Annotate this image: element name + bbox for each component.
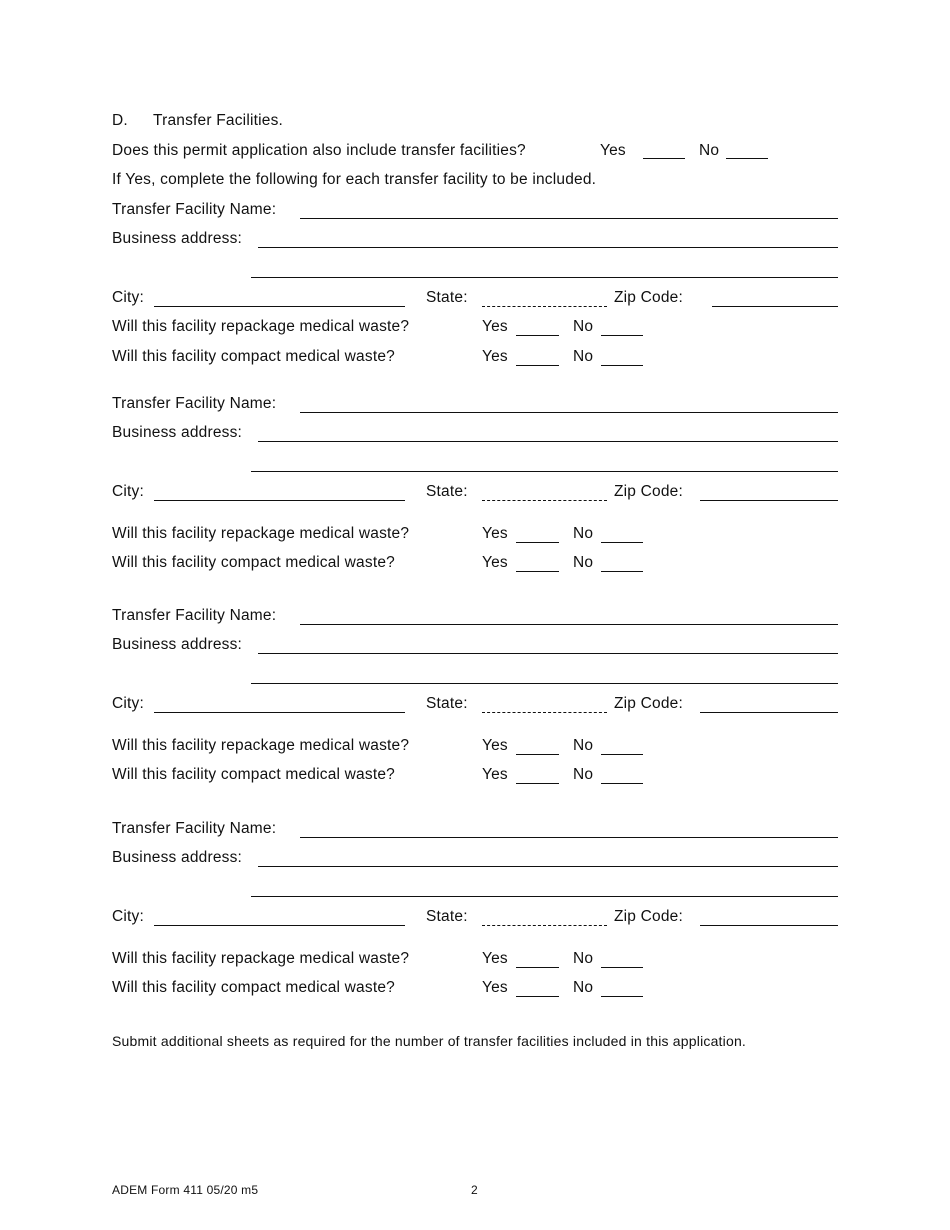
zip-code-label: Zip Code:: [614, 908, 683, 925]
compact-yes-label: Yes: [482, 766, 508, 783]
compact-no-field[interactable]: [601, 783, 643, 784]
include-question: Does this permit application also include transfer facilities?: [112, 142, 526, 159]
zip-code-field[interactable]: [700, 712, 838, 713]
repackage-yes-field[interactable]: [516, 754, 559, 755]
repackage-question: Will this facility repackage medical waste?: [112, 950, 410, 967]
form-id: ADEM Form 411 05/20 m5: [112, 1183, 259, 1197]
city-label: City:: [112, 483, 144, 500]
repackage-no-label: No: [573, 737, 594, 754]
city-field[interactable]: [154, 306, 405, 307]
include-no-field[interactable]: [726, 158, 768, 159]
business-address-label: Business address:: [112, 230, 243, 247]
compact-no-label: No: [573, 979, 594, 996]
repackage-no-field[interactable]: [601, 967, 643, 968]
instruction: If Yes, complete the following for each transfer facility to be included.: [112, 171, 597, 188]
compact-yes-field[interactable]: [516, 365, 559, 366]
page-number: 2: [471, 1183, 478, 1197]
city-field[interactable]: [154, 925, 405, 926]
facility-name-label: Transfer Facility Name:: [112, 395, 277, 412]
business-address-label: Business address:: [112, 849, 243, 866]
include-no-label: No: [699, 142, 720, 159]
facility-name-label: Transfer Facility Name:: [112, 607, 277, 624]
compact-yes-field[interactable]: [516, 783, 559, 784]
repackage-no-label: No: [573, 318, 594, 335]
compact-no-field[interactable]: [601, 365, 643, 366]
zip-code-field[interactable]: [712, 306, 838, 307]
business-address-field[interactable]: [258, 866, 838, 867]
repackage-no-label: No: [573, 525, 594, 542]
compact-no-label: No: [573, 348, 594, 365]
repackage-question: Will this facility repackage medical waste?: [112, 525, 410, 542]
compact-question: Will this facility compact medical waste?: [112, 348, 395, 365]
zip-code-label: Zip Code:: [614, 289, 683, 306]
repackage-yes-field[interactable]: [516, 542, 559, 543]
compact-yes-field[interactable]: [516, 571, 559, 572]
state-label: State:: [426, 289, 468, 306]
business-address-line2-field[interactable]: [251, 471, 838, 472]
section-title: Transfer Facilities.: [153, 112, 284, 129]
zip-code-label: Zip Code:: [614, 695, 683, 712]
city-label: City:: [112, 289, 144, 306]
compact-question: Will this facility compact medical waste?: [112, 979, 395, 996]
repackage-yes-label: Yes: [482, 950, 508, 967]
repackage-no-field[interactable]: [601, 542, 643, 543]
compact-no-field[interactable]: [601, 571, 643, 572]
repackage-question: Will this facility repackage medical waste?: [112, 318, 410, 335]
compact-question: Will this facility compact medical waste?: [112, 766, 395, 783]
additional-sheets-note: Submit additional sheets as required for the number of transfer facilities included in this application.: [112, 1033, 747, 1049]
city-field[interactable]: [154, 500, 405, 501]
repackage-yes-field[interactable]: [516, 967, 559, 968]
compact-no-label: No: [573, 554, 594, 571]
state-label: State:: [426, 483, 468, 500]
repackage-yes-label: Yes: [482, 737, 508, 754]
include-yes-field[interactable]: [643, 158, 685, 159]
business-address-label: Business address:: [112, 636, 243, 653]
repackage-yes-label: Yes: [482, 525, 508, 542]
city-label: City:: [112, 695, 144, 712]
facility-name-field[interactable]: [300, 624, 838, 625]
state-field[interactable]: [482, 306, 607, 307]
city-field[interactable]: [154, 712, 405, 713]
facility-name-label: Transfer Facility Name:: [112, 820, 277, 837]
repackage-yes-label: Yes: [482, 318, 508, 335]
compact-yes-label: Yes: [482, 554, 508, 571]
state-field[interactable]: [482, 500, 607, 501]
business-address-line2-field[interactable]: [251, 277, 838, 278]
state-field[interactable]: [482, 925, 607, 926]
section-letter: D.: [112, 112, 128, 129]
facility-name-label: Transfer Facility Name:: [112, 201, 277, 218]
state-field[interactable]: [482, 712, 607, 713]
repackage-yes-field[interactable]: [516, 335, 559, 336]
business-address-field[interactable]: [258, 441, 838, 442]
business-address-line2-field[interactable]: [251, 896, 838, 897]
repackage-question: Will this facility repackage medical waste?: [112, 737, 410, 754]
business-address-field[interactable]: [258, 247, 838, 248]
state-label: State:: [426, 695, 468, 712]
business-address-field[interactable]: [258, 653, 838, 654]
facility-name-field[interactable]: [300, 218, 838, 219]
zip-code-field[interactable]: [700, 925, 838, 926]
facility-name-field[interactable]: [300, 837, 838, 838]
facility-name-field[interactable]: [300, 412, 838, 413]
zip-code-label: Zip Code:: [614, 483, 683, 500]
compact-yes-field[interactable]: [516, 996, 559, 997]
include-yes-label: Yes: [600, 142, 626, 159]
compact-question: Will this facility compact medical waste?: [112, 554, 395, 571]
compact-no-field[interactable]: [601, 996, 643, 997]
repackage-no-label: No: [573, 950, 594, 967]
repackage-no-field[interactable]: [601, 335, 643, 336]
city-label: City:: [112, 908, 144, 925]
repackage-no-field[interactable]: [601, 754, 643, 755]
compact-no-label: No: [573, 766, 594, 783]
business-address-line2-field[interactable]: [251, 683, 838, 684]
zip-code-field[interactable]: [700, 500, 838, 501]
compact-yes-label: Yes: [482, 348, 508, 365]
compact-yes-label: Yes: [482, 979, 508, 996]
business-address-label: Business address:: [112, 424, 243, 441]
state-label: State:: [426, 908, 468, 925]
